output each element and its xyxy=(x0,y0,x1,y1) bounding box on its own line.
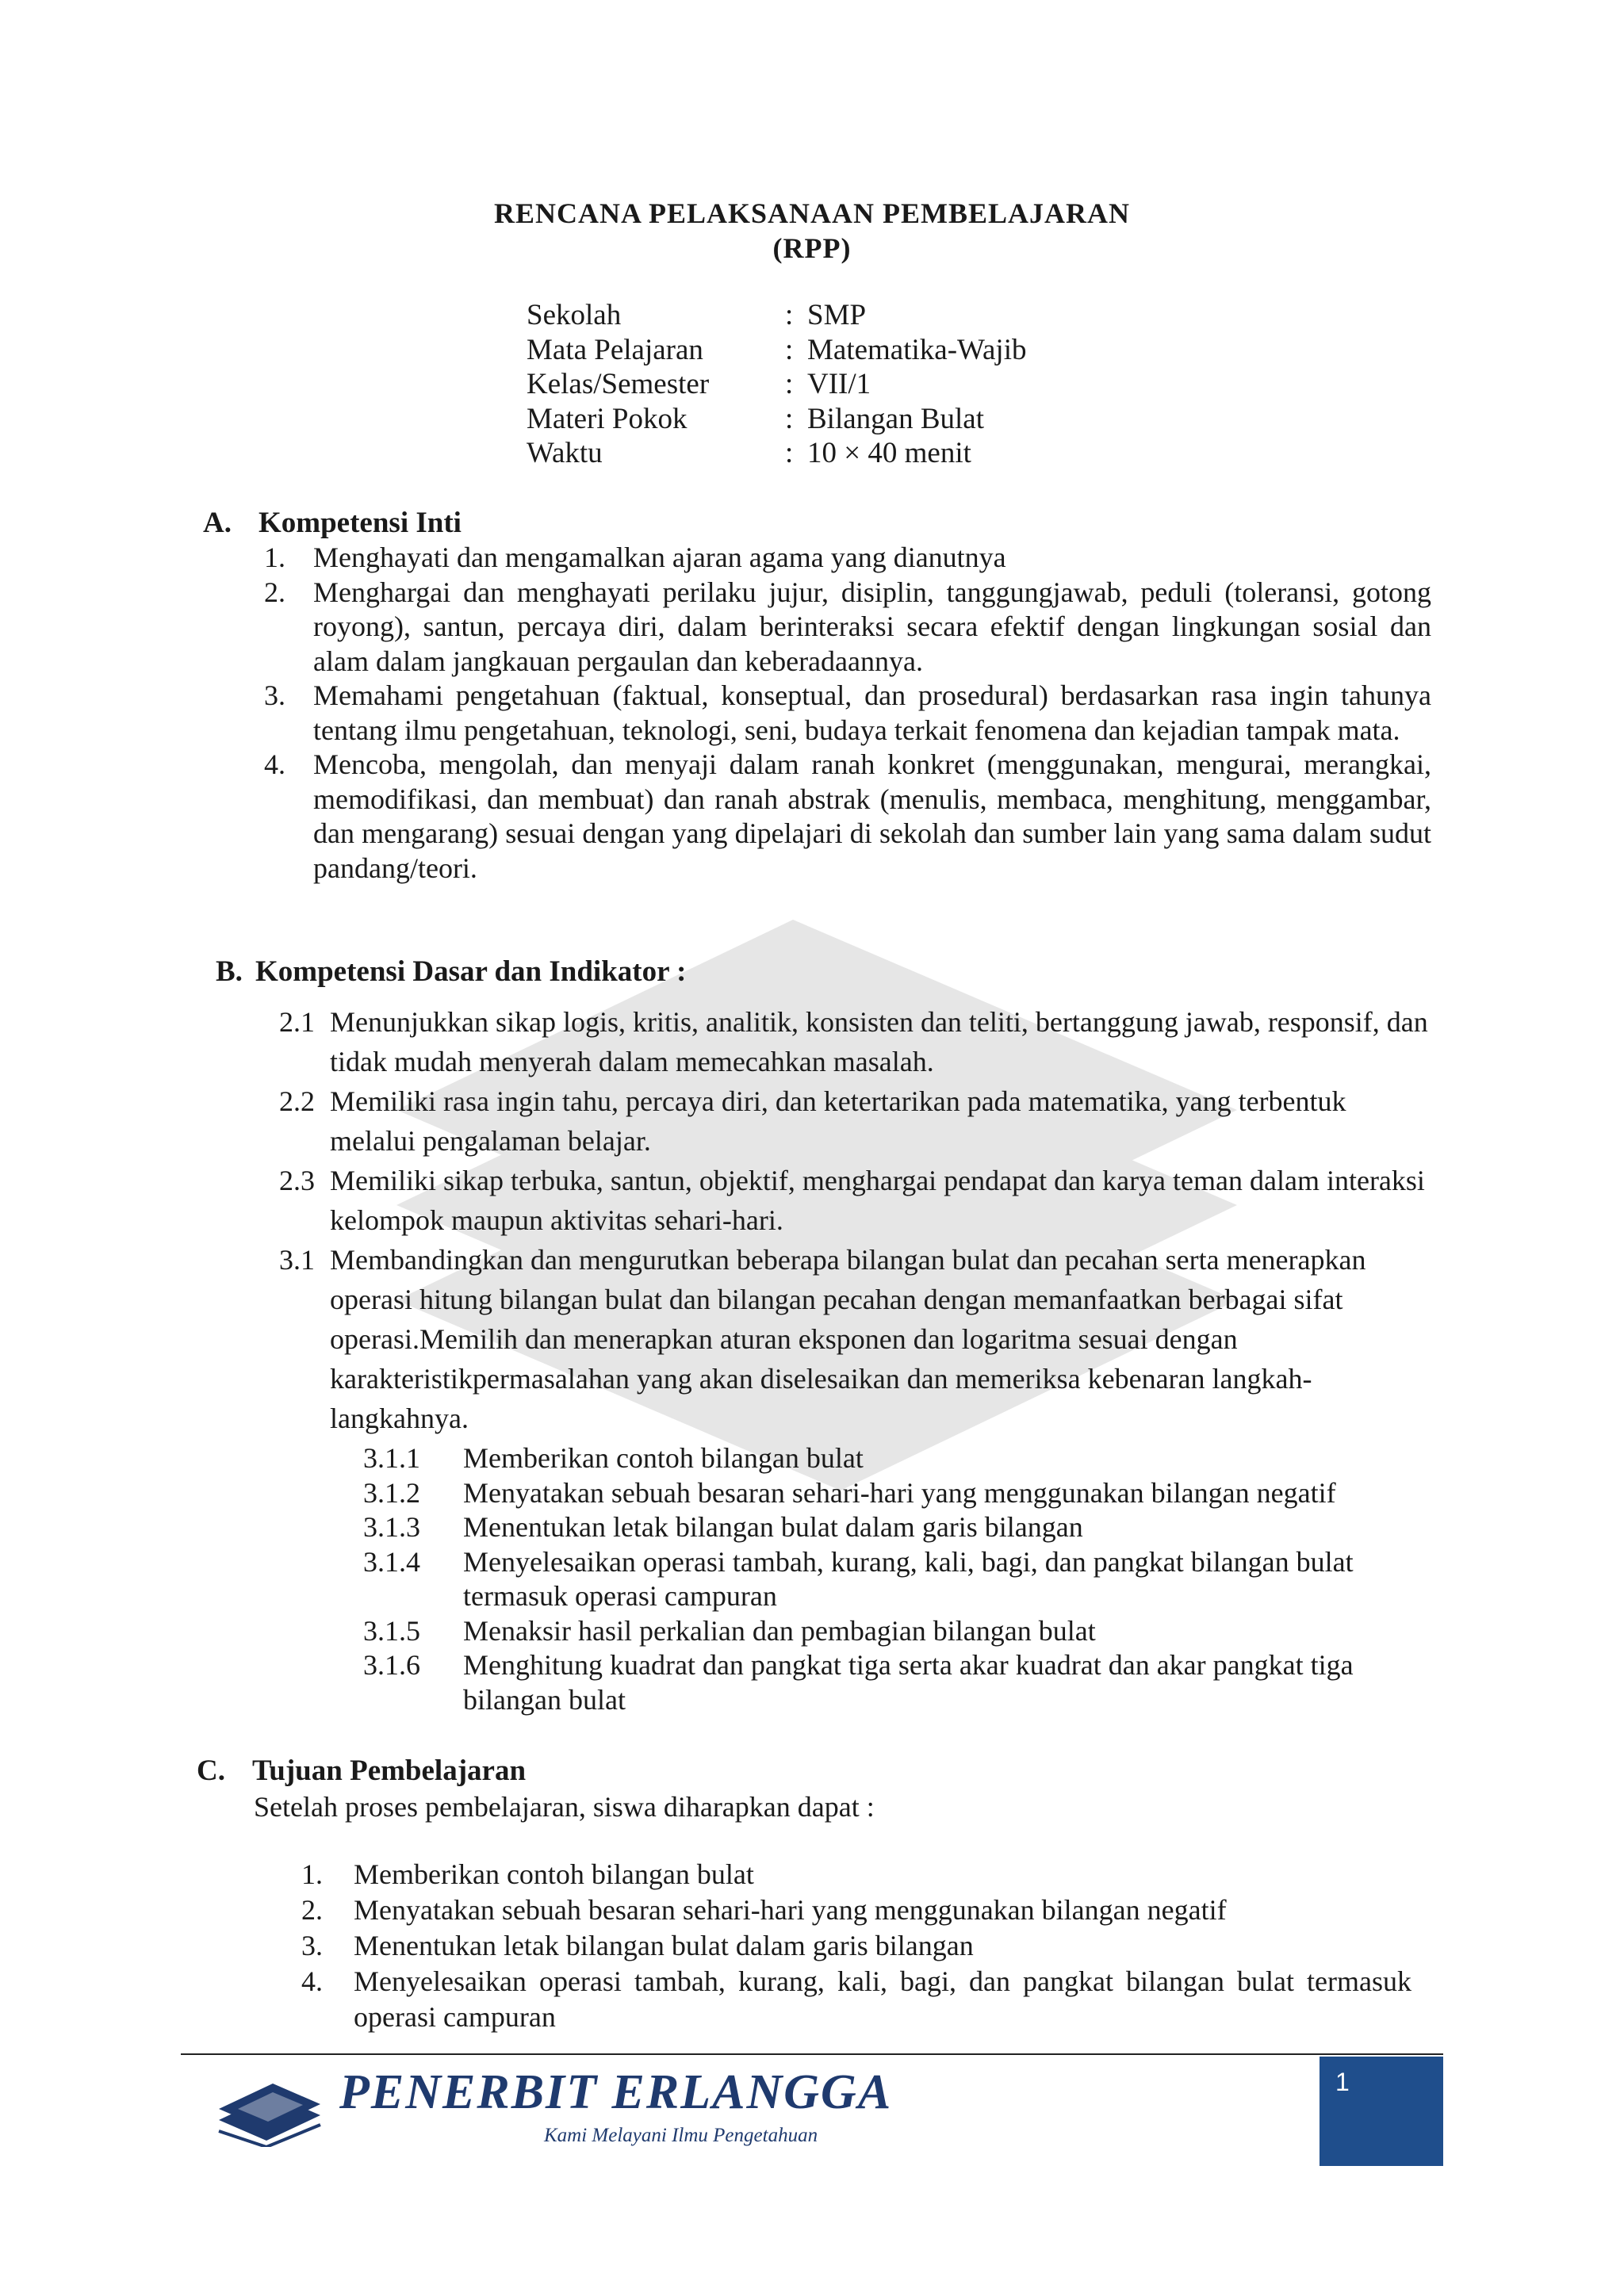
item-text: Menyatakan sebuah besaran sehari-hari yang menggunakan bilangan negatif xyxy=(463,1476,1336,1509)
meta-row-time xyxy=(527,436,1026,471)
meta-label: Materi Pokok xyxy=(527,402,688,435)
list-item xyxy=(279,1161,1437,1240)
item-text: Memberikan contoh bilangan bulat xyxy=(463,1442,864,1474)
item-number: 3.1.4 xyxy=(363,1545,420,1578)
meta-colon: : xyxy=(785,368,794,400)
meta-row-school xyxy=(527,298,1026,333)
item-text: Memiliki sikap terbuka, santun, objektif, menghargai pendapat dan karya teman dalam interaksi kelompok maupun aktivitas sehari-hari. xyxy=(330,1165,1425,1236)
section-letter: A. xyxy=(203,507,232,539)
item-number: 2.2 xyxy=(279,1085,315,1117)
indicator-item xyxy=(363,1545,1434,1614)
item-number: 2. xyxy=(301,1894,323,1926)
item-number: 1. xyxy=(301,1858,323,1890)
erlangga-books-logo-icon xyxy=(214,2068,325,2147)
item-text: Mencoba, mengolah, dan menyaji dalam ranah konkret (menggunakan, mengurai, merangkai, memodifikasi, dan membuat) dan ranah abstrak (menulis, membaca, menghitung, menggambar, dan mengarang) sesuai dengan yang dipelajari di sekolah dan sumber lain yang sama dalam sudut pandang/teori. xyxy=(313,748,1431,884)
list-item xyxy=(301,1964,1411,2035)
item-number: 3.1.3 xyxy=(363,1511,420,1543)
section-a-heading xyxy=(203,506,462,540)
item-number: 3.1.5 xyxy=(363,1614,420,1647)
meta-row-class xyxy=(527,367,1026,402)
section-title: Tujuan Pembelajaran xyxy=(252,1755,527,1787)
meta-label: Sekolah xyxy=(527,299,622,331)
item-text: Memahami pengetahuan (faktual, konseptual, dan prosedural) berdasarkan rasa ingin tahunya tentang ilmu pengetahuan, teknologi, seni, budaya terkait fenomena dan kejadian tampak mata. xyxy=(313,679,1431,746)
indicator-item xyxy=(363,1476,1434,1511)
item-text: Menyelesaikan operasi tambah, kurang, kali, bagi, dan pangkat bilangan bulat termasuk operasi campuran xyxy=(354,1965,1411,2033)
indicator-item xyxy=(363,1614,1434,1649)
indicator-item xyxy=(363,1441,1434,1476)
item-text: Menunjukkan sikap logis, kritis, analitik, konsisten dan teliti, bertanggung jawab, responsif, dan tidak mudah menyerah dalam memecahkan masalah. xyxy=(330,1006,1428,1077)
item-text: Menghitung kuadrat dan pangkat tiga serta akar kuadrat dan akar pangkat tiga bilangan bulat xyxy=(463,1649,1354,1716)
item-number: 2. xyxy=(264,576,285,608)
section-c-heading xyxy=(197,1754,526,1788)
list-item xyxy=(279,1240,1437,1438)
item-text: Menghargai dan menghayati perilaku jujur, disiplin, tanggungjawab, peduli (toleransi, gotong royong), santun, percaya diri, dalam berinteraksi secara efektif dengan lingkungan sosial dan alam dalam jangkauan pergaulan dan keberadaannya. xyxy=(313,576,1431,677)
indicator-item xyxy=(363,1648,1434,1717)
meta-value: 10 × 40 menit xyxy=(807,437,971,469)
item-text: Menaksir hasil perkalian dan pembagian bilangan bulat xyxy=(463,1614,1096,1647)
section-title: Kompetensi Dasar dan Indikator : xyxy=(255,955,687,988)
item-text: Menentukan letak bilangan bulat dalam garis bilangan xyxy=(354,1930,974,1961)
basic-competency-list xyxy=(279,1002,1437,1438)
item-text: Memiliki rasa ingin tahu, percaya diri, dan ketertarikan pada matematika, yang terbentuk melalui pengalaman belajar. xyxy=(330,1085,1346,1157)
list-item xyxy=(264,679,1431,748)
item-number: 4. xyxy=(301,1965,323,1997)
list-item xyxy=(301,1857,1411,1892)
list-item xyxy=(301,1928,1411,1964)
meta-row-subject xyxy=(527,333,1026,368)
meta-colon: : xyxy=(785,333,794,366)
list-item xyxy=(264,576,1431,679)
item-number: 2.1 xyxy=(279,1006,315,1038)
item-number: 2.3 xyxy=(279,1165,315,1196)
document-subtitle: (RPP) xyxy=(772,232,852,264)
page-number-box xyxy=(1320,2057,1443,2166)
meta-label: Kelas/Semester xyxy=(527,368,710,400)
publisher-tagline: Kami Melayani Ilmu Pengetahuan xyxy=(544,2125,818,2146)
list-item xyxy=(264,748,1431,886)
item-text: Menyatakan sebuah besaran sehari-hari yang menggunakan bilangan negatif xyxy=(354,1894,1227,1926)
item-number: 3.1.6 xyxy=(363,1649,420,1681)
meta-colon: : xyxy=(785,402,794,435)
meta-label: Waktu xyxy=(527,437,603,469)
meta-colon: : xyxy=(785,437,794,469)
list-item xyxy=(279,1081,1437,1161)
identity-table xyxy=(527,298,1026,471)
item-number: 1. xyxy=(264,541,285,573)
item-number: 3.1 xyxy=(279,1244,315,1276)
indicator-item xyxy=(363,1510,1434,1545)
section-title: Kompetensi Inti xyxy=(259,507,462,539)
meta-row-topic xyxy=(527,402,1026,437)
list-item xyxy=(301,1892,1411,1928)
item-number: 3. xyxy=(264,679,285,711)
list-item xyxy=(279,1002,1437,1081)
section-b-heading xyxy=(216,955,686,989)
meta-value: VII/1 xyxy=(807,368,871,400)
meta-value: Matematika-Wajib xyxy=(807,333,1027,366)
publisher-brand: PENERBIT ERLANGGA xyxy=(339,2065,893,2119)
indicator-list xyxy=(363,1441,1434,1717)
item-number: 4. xyxy=(264,748,285,780)
section-letter: B. xyxy=(216,955,243,988)
item-number: 3.1.1 xyxy=(363,1442,420,1474)
page-number: 1 xyxy=(1335,2068,1350,2096)
section-letter: C. xyxy=(197,1755,225,1787)
section-c-intro: Setelah proses pembelajaran, siswa diharapkan dapat : xyxy=(254,1791,875,1823)
meta-value: SMP xyxy=(807,299,867,331)
item-text: Memberikan contoh bilangan bulat xyxy=(354,1858,754,1890)
item-text: Menghayati dan mengamalkan ajaran agama yang dianutnya xyxy=(313,541,1006,573)
learning-goals-list xyxy=(301,1857,1411,2035)
item-text: Membandingkan dan mengurutkan beberapa bilangan bulat dan pecahan serta menerapkan operasi hitung bilangan bulat dan bilangan pecahan dengan memanfaatkan berbagai sifat operasi.Memilih dan menerapkan aturan eksponen dan logaritma sesuai dengan karakteristikpermasalahan yang akan diselesaikan dan memeriksa kebenaran langkah-langkahnya. xyxy=(330,1244,1366,1434)
core-competency-list xyxy=(264,541,1431,886)
item-text: Menyelesaikan operasi tambah, kurang, kali, bagi, dan pangkat bilangan bulat termasuk operasi campuran xyxy=(463,1545,1354,1612)
item-number: 3. xyxy=(301,1930,323,1961)
footer-divider xyxy=(181,2053,1443,2055)
document-title: RENCANA PELAKSANAAN PEMBELAJARAN xyxy=(493,197,1131,229)
item-text: Menentukan letak bilangan bulat dalam garis bilangan xyxy=(463,1511,1083,1543)
meta-value: Bilangan Bulat xyxy=(807,402,984,435)
meta-label: Mata Pelajaran xyxy=(527,333,703,366)
meta-colon: : xyxy=(785,299,794,331)
list-item xyxy=(264,541,1431,576)
item-number: 3.1.2 xyxy=(363,1476,420,1509)
